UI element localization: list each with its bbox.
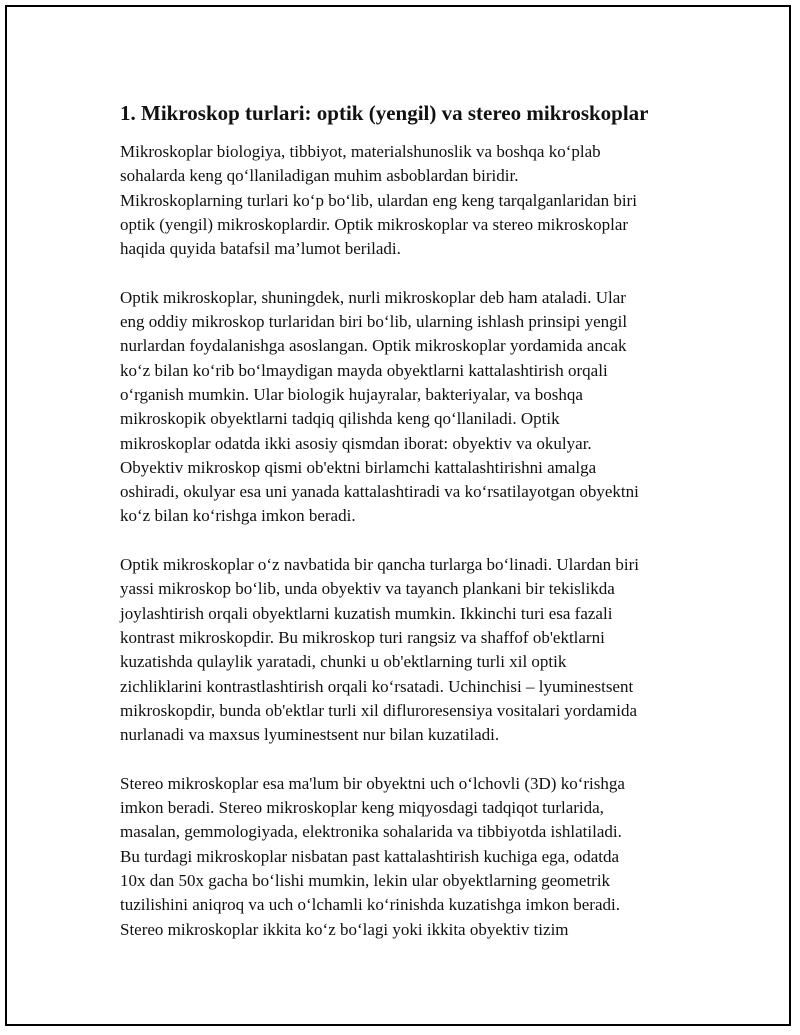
paragraph-line: yassi mikroskop bo‘lib, unda obyektiv va tayanch plankani bir tekislikda <box>120 579 615 599</box>
paragraph-line: Optik mikroskoplar, shuningdek, nurli mikroskoplar deb ham ataladi. Ular <box>120 287 626 307</box>
paragraph-line: Mikroskoplar biologiya, tibbiyot, materialshunoslik va boshqa ko‘plab <box>120 142 601 161</box>
paragraph <box>120 140 690 261</box>
paragraph-line: Stereo mikroskoplar esa ma'lum bir obyektni uch o‘lchovli (3D) ko‘rishga <box>120 773 625 793</box>
paragraph-line: mikroskopik obyektlarni tadqiq qilishda keng qo‘llaniladi. Optik <box>120 409 560 429</box>
paragraph-line: sohalarda keng qo‘llaniladigan muhim asboblardan biridir. <box>120 166 519 186</box>
paragraph-line: mikroskoplar odatda ikki asosiy qismdan iborat: obyektiv va okulyar. <box>120 433 592 453</box>
paragraph-line: oshiradi, okulyar esa uni yanada kattalashtiradi va ko‘rsatilayotgan obyektni <box>120 482 639 502</box>
paragraph-line: ko‘z bilan ko‘rishga imkon beradi. <box>120 506 356 526</box>
paragraph-line: o‘rganish mumkin. Ular biologik hujayralar, bakteriyalar, va boshqa <box>120 384 583 404</box>
document-body <box>120 99 690 942</box>
paragraph-line: eng oddiy mikroskop turlaridan biri bo‘lib, ularning ishlash prinsipi yengil <box>120 312 628 332</box>
paragraph <box>120 772 690 942</box>
paragraph <box>120 553 690 747</box>
paragraph-line: imkon beradi. Stereo mikroskoplar keng miqyosdagi tadqiqot turlarida, <box>120 798 604 818</box>
paragraph-line: ko‘z bilan ko‘rib bo‘lmaydigan mayda obyektlarni kattalashtirish orqali <box>120 360 608 380</box>
paragraph-line: Bu turdagi mikroskoplar nisbatan past kattalashtirish kuchiga ega, odatda <box>120 846 620 866</box>
paragraph-line: nurlanadi va maxsus lyuminestsent nur bilan kuzatiladi. <box>120 725 500 745</box>
paragraph <box>120 286 690 529</box>
paragraph-line: Optik mikroskoplar o‘z navbatida bir qancha turlarga bo‘linadi. Ulardan biri <box>120 555 639 575</box>
paragraph-container <box>120 140 690 942</box>
paragraph-line: joylashtirish orqali obyektlarni kuzatish mumkin. Ikkinchi turi esa fazali <box>120 603 613 623</box>
paragraph-line: haqida quyida batafsil ma’lumot beriladi. <box>120 239 401 259</box>
section-heading: 1. Mikroskop turlari: optik (yengil) va stereo mikroskoplar <box>120 101 649 125</box>
paragraph-line: kontrast mikroskopdir. Bu mikroskop turi rangsiz va shaffof ob'ektlarni <box>120 627 605 647</box>
paragraph-line: nurlardan foydalanishga asoslangan. Optik mikroskoplar yordamida ancak <box>120 336 627 356</box>
paragraph-line: mikroskopdir, bunda ob'ektlar turli xil difluroresensiya vositalari yordamida <box>120 700 637 720</box>
paragraph-line: optik (yengil) mikroskoplardir. Optik mikroskoplar va stereo mikroskoplar <box>120 214 629 234</box>
paragraph-line: masalan, gemmologiyada, elektronika sohalarida va tibbiyotda ishlatiladi. <box>120 822 622 842</box>
paragraph-line: zichliklarini kontrastlashtirish orqali ko‘rsatadi. Uchinchisi – lyuminestsent <box>120 676 634 696</box>
page-frame <box>5 5 791 1026</box>
paragraph-line: Stereo mikroskoplar ikkita ko‘z bo‘lagi yoki ikkita obyektiv tizim <box>120 919 569 939</box>
paragraph-line: kuzatishda qulaylik yaratadi, chunki u ob'ektlarning turli xil optik <box>120 652 567 672</box>
paragraph-line: Mikroskoplarning turlari ko‘p bo‘lib, ulardan eng keng tarqalganlaridan biri <box>120 190 637 210</box>
paragraph-line: 10x dan 50x gacha bo‘lishi mumkin, lekin ular obyektlarning geometrik <box>120 870 611 890</box>
paragraph-line: Obyektiv mikroskop qismi ob'ektni birlamchi kattalashtirishni amalga <box>120 457 597 477</box>
paragraph-line: tuzilishini aniqroq va uch o‘lchamli ko‘rinishda kuzatishga imkon beradi. <box>120 895 620 915</box>
